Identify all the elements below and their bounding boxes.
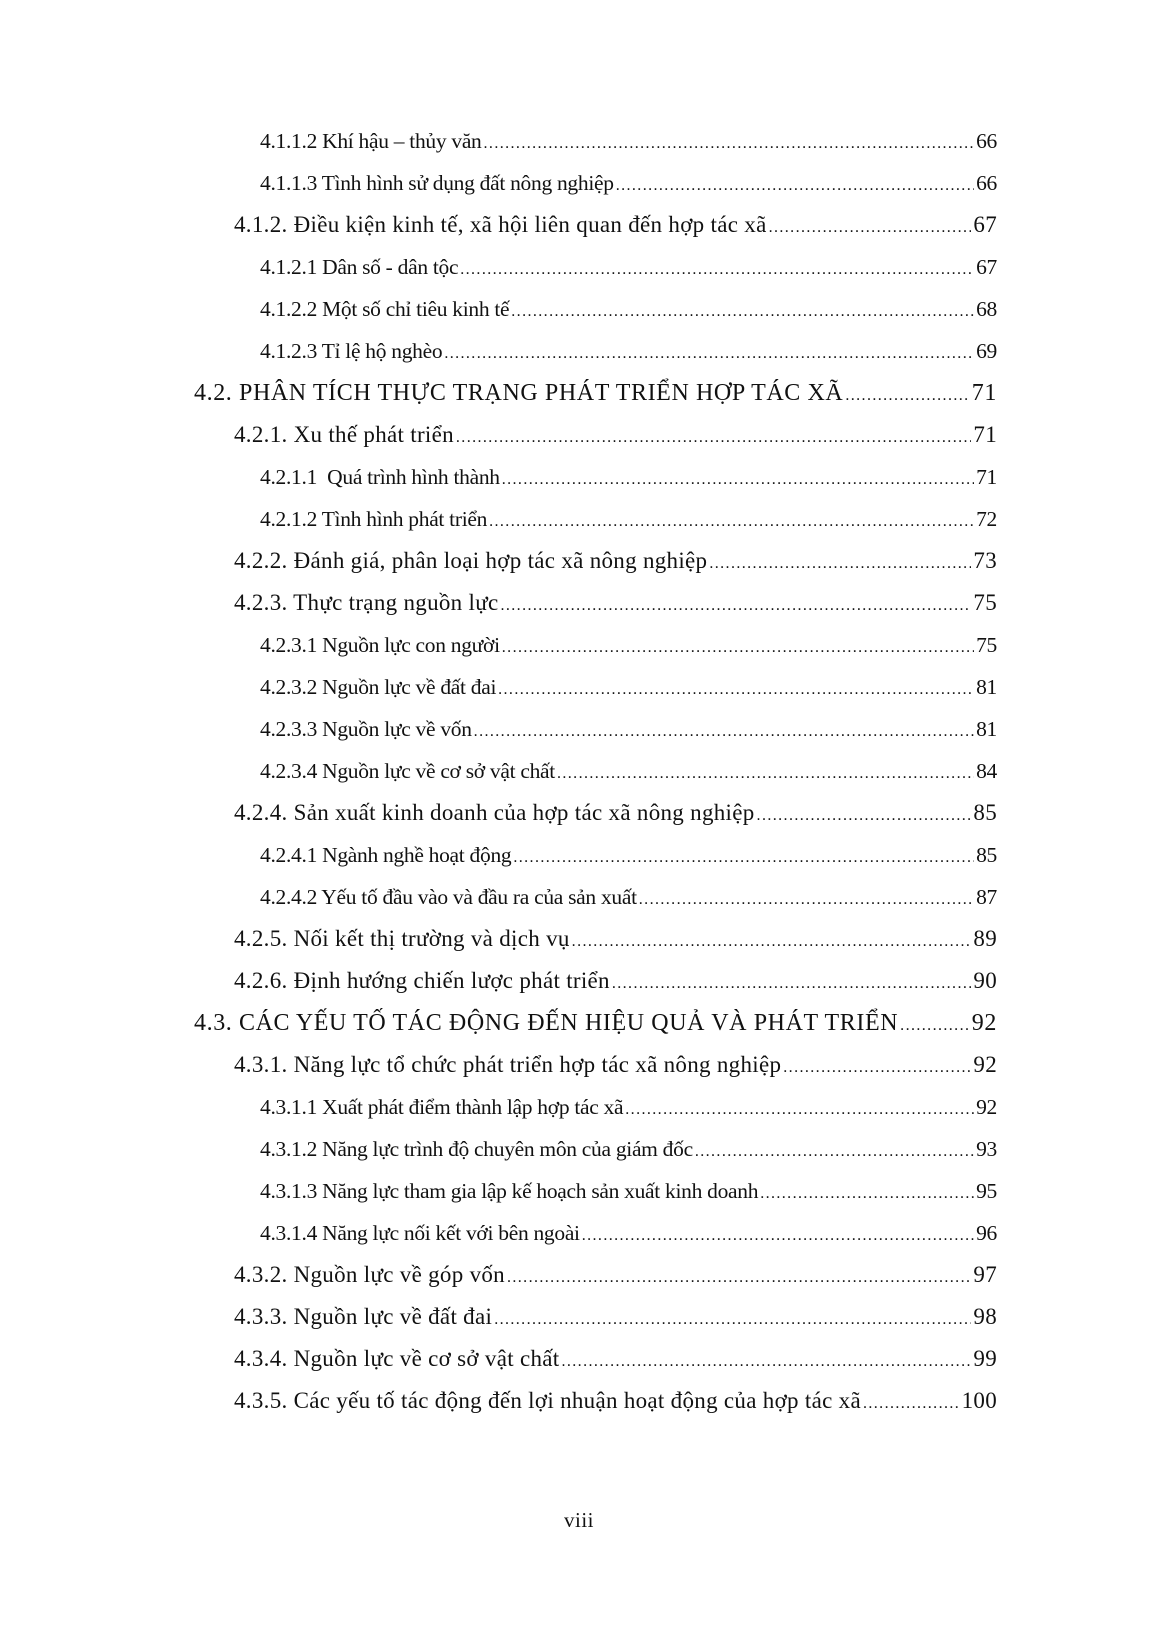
toc-entry-page: 67 [973, 212, 997, 237]
toc-entry[interactable] [260, 124, 997, 158]
toc-leader-dots [484, 127, 975, 161]
toc-leader-dots [494, 1303, 971, 1337]
toc-leader-dots [502, 463, 974, 497]
toc-entry-label: 4.3.5. Các yếu tố tác động đến lợi nhuận hoạt động của hợp tác xã [234, 1388, 861, 1413]
toc-entry[interactable] [260, 1132, 997, 1166]
toc-leader-dots [489, 505, 974, 539]
toc-entry[interactable] [260, 628, 997, 662]
toc-entry-label: 4.2. PHÂN TÍCH THỰC TRẠNG PHÁT TRIỂN HỢP TÁC XÃ [194, 380, 844, 406]
toc-leader-dots [561, 1345, 971, 1379]
toc-entry-page: 96 [976, 1221, 997, 1245]
toc-entry[interactable] [234, 418, 997, 452]
toc-leader-dots [863, 1387, 960, 1421]
toc-entry-page: 87 [976, 885, 997, 909]
toc-entry[interactable] [260, 292, 997, 326]
toc-leader-dots [900, 1009, 970, 1043]
toc-entry-label: 4.1.1.2 Khí hậu – thủy văn [260, 129, 482, 153]
toc-entry[interactable] [260, 250, 997, 284]
toc-entry-label: 4.3.1.3 Năng lực tham gia lập kế hoạch sản xuất kinh doanh [260, 1179, 759, 1203]
toc-entry[interactable] [260, 1174, 997, 1208]
toc-entry[interactable] [260, 166, 997, 200]
toc-entry-label: 4.3.1.4 Năng lực nối kết với bên ngoài [260, 1221, 580, 1245]
toc-entry-label: 4.2.3. Thực trạng nguồn lực [234, 590, 499, 615]
toc-entry-label: 4.1.1.3 Tình hình sử dụng đất nông nghiệp [260, 171, 614, 195]
toc-entry-page: 71 [971, 380, 997, 406]
toc-leader-dots [474, 715, 974, 749]
toc-entry-label: 4.2.4.2 Yếu tố đầu vào và đầu ra của sản xuất [260, 885, 637, 909]
toc-leader-dots [572, 925, 972, 959]
toc-leader-dots [625, 1093, 974, 1127]
toc-entry-label: 4.3.4. Nguồn lực về cơ sở vật chất [234, 1346, 560, 1371]
toc-leader-dots [456, 421, 971, 455]
toc-entry[interactable] [234, 544, 997, 578]
toc-entry-page: 100 [961, 1388, 997, 1413]
toc-entry[interactable] [260, 334, 997, 368]
toc-leader-dots [709, 547, 971, 581]
toc-leader-dots [513, 841, 974, 875]
toc-leader-dots [783, 1051, 971, 1085]
toc-entry-page: 69 [976, 339, 997, 363]
toc-leader-dots [444, 337, 974, 371]
toc-entry-label: 4.2.3.3 Nguồn lực về vốn [260, 717, 472, 741]
toc-entry-page: 81 [976, 717, 997, 741]
toc-entry-page: 81 [976, 675, 997, 699]
toc-entry-label: 4.2.4.1 Ngành nghề hoạt động [260, 843, 512, 867]
toc-leader-dots [557, 757, 974, 791]
toc-entry-page: 98 [973, 1304, 997, 1329]
toc-entry[interactable] [260, 460, 997, 494]
toc-entry-label: 4.1.2.2 Một số chỉ tiêu kinh tế [260, 297, 510, 321]
toc-entry-label: 4.2.6. Định hướng chiến lược phát triển [234, 968, 610, 993]
toc-leader-dots [616, 169, 974, 203]
toc-entry-page: 97 [973, 1262, 997, 1287]
toc-entry-page: 72 [976, 507, 997, 531]
toc-entry-page: 85 [973, 800, 997, 825]
toc-entry-label: 4.3.1.1 Xuất phát điểm thành lập hợp tác xã [260, 1095, 624, 1119]
toc-entry[interactable] [234, 1048, 997, 1082]
toc-entry-label: 4.3.2. Nguồn lực về góp vốn [234, 1262, 505, 1287]
toc-leader-dots [507, 1261, 971, 1295]
toc-entry-label: 4.2.1.1 Quá trình hình thành [260, 465, 500, 489]
toc-leader-dots [511, 295, 974, 329]
toc-entry-label: 4.1.2.1 Dân số - dân tộc [260, 255, 459, 279]
toc-entry[interactable] [194, 1006, 997, 1040]
toc-entry[interactable] [234, 796, 997, 830]
toc-entry-page: 71 [973, 422, 997, 447]
toc-entry-page: 66 [976, 171, 997, 195]
toc-leader-dots [639, 883, 974, 917]
toc-entry-label: 4.3. CÁC YẾU TỐ TÁC ĐỘNG ĐẾN HIỆU QUẢ VÀ PHÁT TRIỂN [194, 1010, 899, 1036]
toc-leader-dots [582, 1219, 974, 1253]
toc-entry[interactable] [260, 880, 997, 914]
toc-entry-label: 4.2.4. Sản xuất kinh doanh của hợp tác xã nông nghiệp [234, 800, 755, 825]
toc-entry-page: 92 [973, 1052, 997, 1077]
toc-leader-dots [502, 631, 974, 665]
toc-leader-dots [760, 1177, 974, 1211]
toc-entry[interactable] [260, 838, 997, 872]
toc-entry-label: 4.3.3. Nguồn lực về đất đai [234, 1304, 493, 1329]
toc-entry[interactable] [260, 1216, 997, 1250]
toc-leader-dots [500, 589, 971, 623]
toc-entry[interactable] [234, 1342, 997, 1376]
toc-entry-label: 4.1.2. Điều kiện kinh tế, xã hội liên quan đến hợp tác xã [234, 212, 767, 237]
toc-entry-page: 92 [976, 1095, 997, 1119]
toc-leader-dots [460, 253, 974, 287]
page-number: viii [563, 1508, 594, 1532]
toc-entry-label: 4.2.2. Đánh giá, phân loại hợp tác xã nông nghiệp [234, 548, 708, 573]
toc-entry[interactable] [260, 754, 997, 788]
toc-entry-page: 99 [973, 1346, 997, 1371]
toc-entry-label: 4.3.1. Năng lực tổ chức phát triển hợp tác xã nông nghiệp [234, 1052, 782, 1077]
toc-entry[interactable] [234, 1384, 997, 1418]
toc-entry[interactable] [260, 502, 997, 536]
toc-entry[interactable] [260, 1090, 997, 1124]
toc-entry-page: 73 [973, 548, 997, 573]
toc-entry-page: 89 [973, 926, 997, 951]
toc-entry[interactable] [234, 586, 997, 620]
toc-entry[interactable] [194, 376, 997, 410]
toc-entry[interactable] [260, 712, 997, 746]
toc-entry[interactable] [234, 1258, 997, 1292]
toc-entry-page: 67 [976, 255, 997, 279]
toc-entry-label: 4.2.3.4 Nguồn lực về cơ sở vật chất [260, 759, 555, 783]
toc-entry-page: 66 [976, 129, 997, 153]
toc-entry-page: 68 [976, 297, 997, 321]
toc-entry[interactable] [234, 964, 997, 998]
toc-entry-label: 4.2.1.2 Tình hình phát triển [260, 507, 488, 531]
toc-entry[interactable] [260, 670, 997, 704]
toc-leader-dots [769, 211, 972, 245]
toc-entry[interactable] [234, 922, 997, 956]
toc-entry-page: 92 [971, 1010, 997, 1036]
toc-entry-label: 4.2.3.1 Nguồn lực con người [260, 633, 500, 657]
toc-entry-page: 71 [976, 465, 997, 489]
toc-entry-label: 4.2.3.2 Nguồn lực về đất đai [260, 675, 497, 699]
toc-entry-page: 93 [976, 1137, 997, 1161]
toc-entry-label: 4.1.2.3 Tỉ lệ hộ nghèo [260, 339, 443, 363]
toc-entry[interactable] [234, 208, 997, 242]
toc-leader-dots [845, 379, 969, 413]
toc-entry-page: 85 [976, 843, 997, 867]
toc-entry-page: 90 [973, 968, 997, 993]
toc-entry-page: 84 [976, 759, 997, 783]
toc-leader-dots [612, 967, 972, 1001]
toc-leader-dots [757, 799, 972, 833]
toc-entry-page: 95 [976, 1179, 997, 1203]
toc-leader-dots [695, 1135, 974, 1169]
toc-leader-dots [498, 673, 974, 707]
toc-entry[interactable] [234, 1300, 997, 1334]
toc-entry-label: 4.2.1. Xu thế phát triển [234, 422, 454, 447]
toc-entry-label: 4.3.1.2 Năng lực trình độ chuyên môn của giám đốc [260, 1137, 693, 1161]
toc-entry-label: 4.2.5. Nối kết thị trường và dịch vụ [234, 926, 570, 951]
toc-entry-page: 75 [973, 590, 997, 615]
toc-entry-page: 75 [976, 633, 997, 657]
